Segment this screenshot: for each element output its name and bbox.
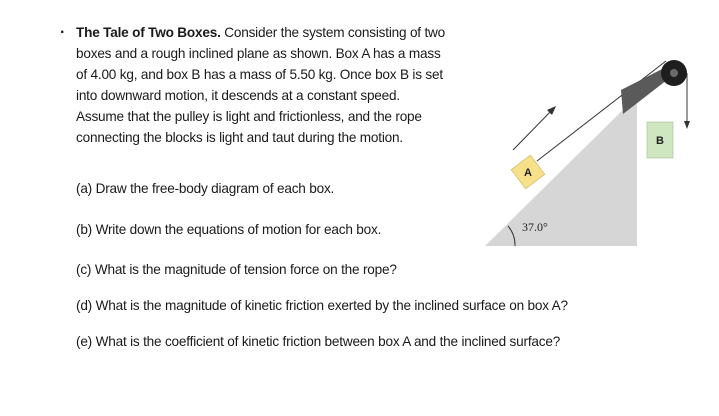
question-a-text: (a) Draw the free-body diagram of each box. bbox=[76, 181, 335, 196]
question-e-text: (e) What is the coefficient of kinetic friction between box A and the inclined surface? bbox=[76, 334, 561, 349]
problem-title: The Tale of Two Boxes. bbox=[76, 25, 221, 40]
box-b-label: B bbox=[656, 135, 664, 147]
question-d bbox=[76, 298, 568, 313]
box-a bbox=[511, 155, 545, 189]
question-c-text: (c) What is the magnitude of tension force on the rope? bbox=[76, 262, 397, 277]
angle-label: 37.0° bbox=[522, 220, 548, 234]
question-e bbox=[76, 334, 560, 349]
question-c bbox=[76, 262, 397, 277]
motion-arrow-b-head bbox=[684, 121, 690, 129]
inclined-plane bbox=[485, 96, 637, 246]
problem-intro-text: Consider the system consisting of two boxes and a rough inclined plane as shown. Box A has a mass of 4.00 kg, and box B has a mass of 5.50 kg. Once box B is set into downward motion, it descends at a constant speed. Assume that the pulley is light and frictionless, and the rope connecting the blocks is light and taut during the motion. bbox=[76, 25, 446, 145]
question-b bbox=[76, 222, 381, 237]
problem-statement bbox=[76, 22, 448, 148]
question-a bbox=[76, 181, 334, 196]
incline-pulley-diagram bbox=[480, 40, 719, 270]
bullet-marker: . bbox=[60, 20, 65, 37]
question-b-text: (b) Write down the equations of motion for each box. bbox=[76, 222, 382, 237]
motion-arrow-a bbox=[513, 108, 554, 150]
box-a-label: A bbox=[524, 167, 532, 179]
pulley-axle bbox=[670, 69, 678, 77]
question-d-text: (d) What is the magnitude of kinetic friction exerted by the inclined surface on box A? bbox=[76, 298, 568, 313]
